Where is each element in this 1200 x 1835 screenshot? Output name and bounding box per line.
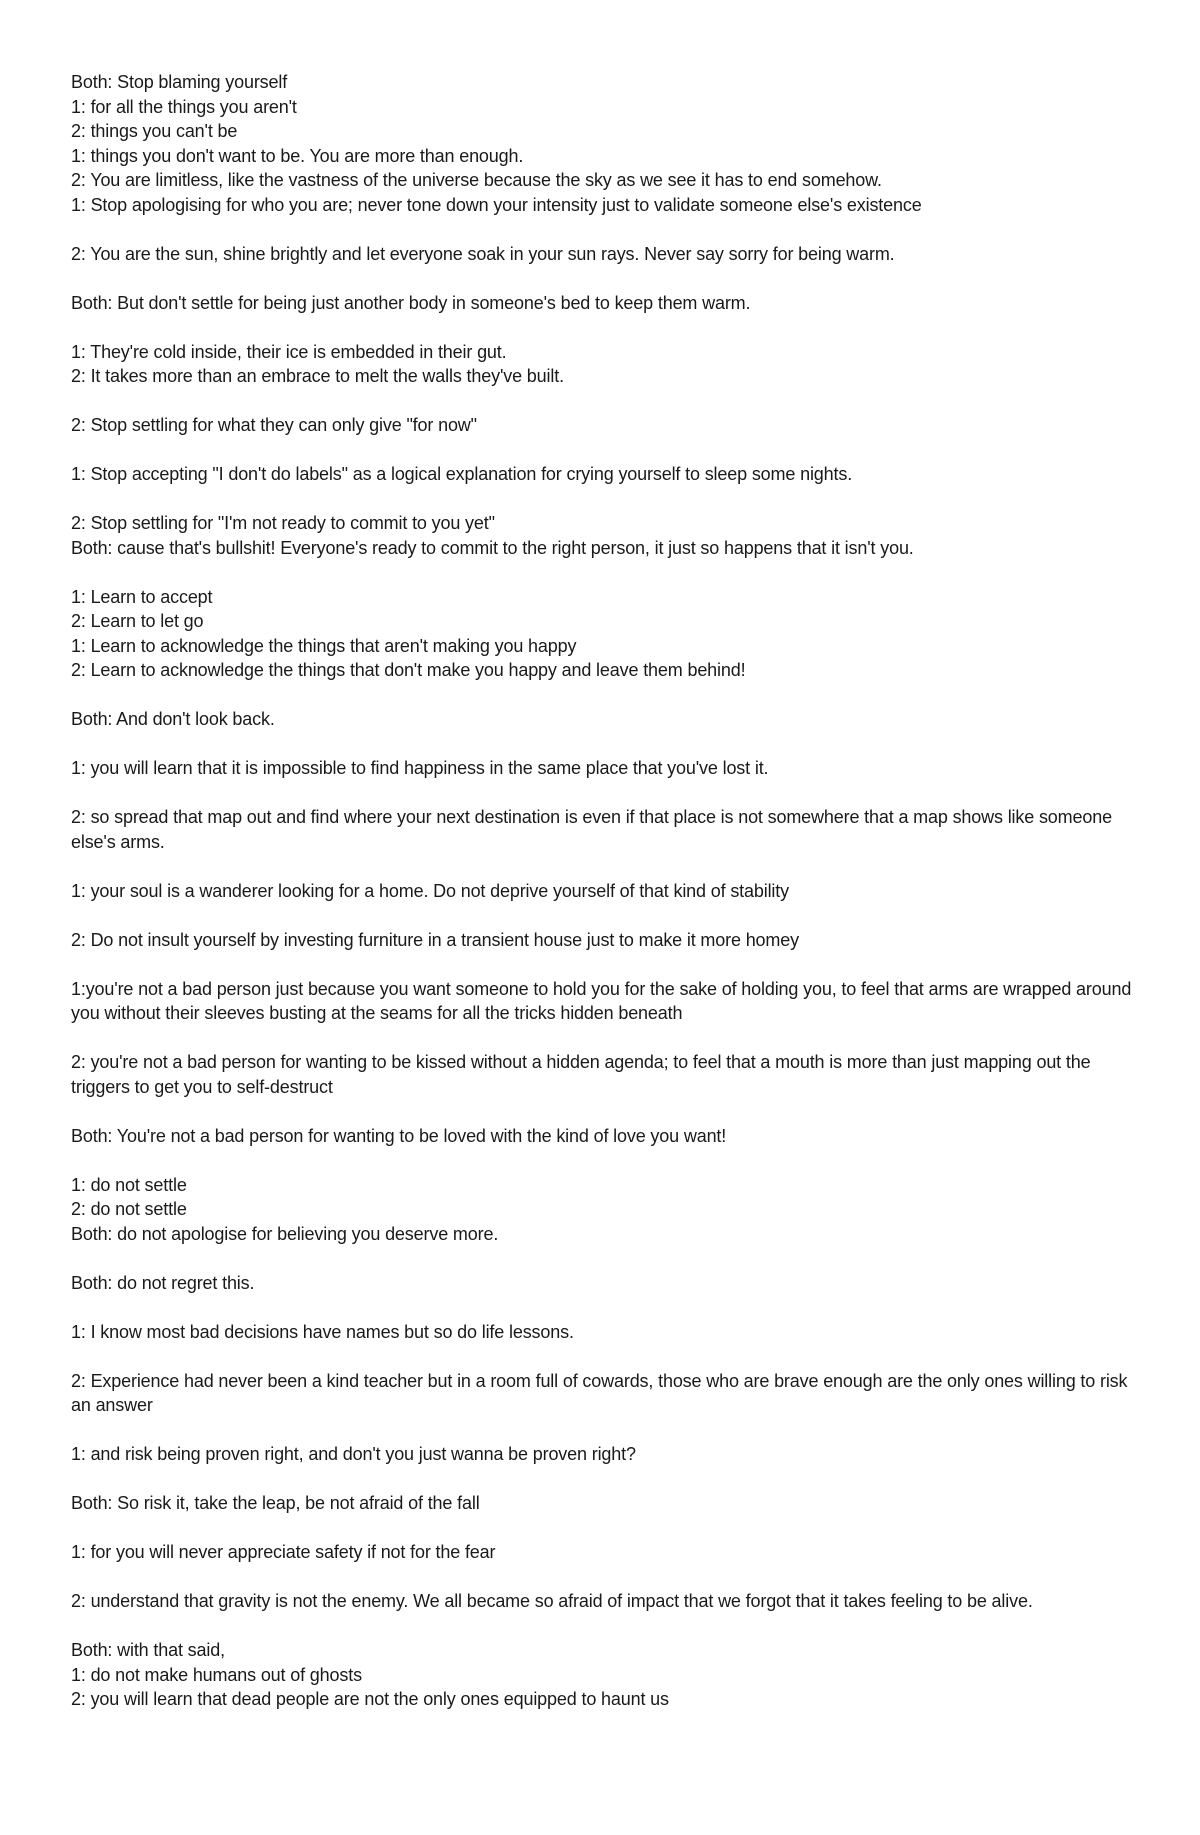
stanza-19 xyxy=(71,1320,1141,1345)
text-line: 1: They're cold inside, their ice is embedded in their gut. xyxy=(71,341,507,362)
stanza-25 xyxy=(71,1638,1141,1712)
stanza-2 xyxy=(71,242,1141,267)
text-line: 2: You are limitless, like the vastness of the universe because the sky as we see it has to end somehow. xyxy=(71,170,882,190)
stanza-16 xyxy=(71,1124,1141,1149)
stanza-23 xyxy=(71,1540,1141,1565)
text-line: 1: Learn to acknowledge the things that aren't making you happy xyxy=(71,635,577,656)
stanza-18 xyxy=(71,1271,1141,1296)
text-line: 2: You are the sun, shine brightly and let everyone soak in your sun rays. Never say sorry for being warm. xyxy=(71,243,895,264)
text-line: 1: you will learn that it is impossible to find happiness in the same place that you've lost it. xyxy=(71,758,769,778)
stanza-20 xyxy=(71,1369,1141,1418)
text-line: 2: you're not a bad person for wanting to be kissed without a hidden agenda; to feel that a mouth is more than just mapping out the triggers to get you to self-destruct xyxy=(71,1052,1091,1097)
text-line: 1: for you will never appreciate safety if not for the fear xyxy=(71,1542,496,1562)
text-line: 1:you're not a bad person just because you want someone to hold you for the sake of holding you, to feel that arms are wrapped around you without their sleeves busting at the seams for all the tricks hidden beneath xyxy=(71,978,1132,1023)
text-line: 2: you will learn that dead people are not the only ones equipped to haunt us xyxy=(71,1689,669,1709)
stanza-6 xyxy=(71,462,1141,487)
text-line: Both: do not apologise for believing you deserve more. xyxy=(71,1223,499,1244)
text-line: 1: do not settle xyxy=(71,1174,187,1195)
stanza-8 xyxy=(71,585,1141,683)
text-line: Both: So risk it, take the leap, be not afraid of the fall xyxy=(71,1493,480,1513)
stanza-14 xyxy=(71,977,1141,1026)
text-line: 2: Learn to let go xyxy=(71,611,204,631)
text-line: Both: cause that's bullshit! Everyone's ready to commit to the right person, it just so happens that it isn't you. xyxy=(71,537,914,558)
text-line: 1: do not make humans out of ghosts xyxy=(71,1664,362,1685)
text-line: 1: Stop apologising for who you are; never tone down your intensity just to validate someone else's existence xyxy=(71,194,922,215)
stanza-12 xyxy=(71,879,1141,904)
text-line: 2: Learn to acknowledge the things that don't make you happy and leave them behind! xyxy=(71,660,746,680)
text-line: 2: things you can't be xyxy=(71,121,238,141)
stanza-24 xyxy=(71,1589,1141,1614)
text-line: 1: Stop accepting "I don't do labels" as a logical explanation for crying yourself to sleep some nights. xyxy=(71,464,853,484)
text-line: 2: so spread that map out and find where your next destination is even if that place is not somewhere that a map shows like someone else's arms. xyxy=(71,807,1112,852)
stanza-4 xyxy=(71,340,1141,389)
stanza-9 xyxy=(71,707,1141,732)
text-line: 2: Experience had never been a kind teacher but in a room full of cowards, those who are brave enough are the only ones willing to risk an answer xyxy=(71,1370,1128,1415)
stanza-22 xyxy=(71,1491,1141,1516)
stanza-7 xyxy=(71,511,1141,560)
text-line: 1: things you don't want to be. You are more than enough. xyxy=(71,145,524,166)
text-line: Both: Stop blaming yourself xyxy=(71,72,288,92)
stanza-17 xyxy=(71,1173,1141,1247)
stanza-3 xyxy=(71,291,1141,316)
text-line: Both: But don't settle for being just another body in someone's bed to keep them warm. xyxy=(71,292,751,313)
text-line: Both: do not regret this. xyxy=(71,1272,255,1293)
text-line: Both: And don't look back. xyxy=(71,709,275,729)
stanza-13 xyxy=(71,928,1141,953)
text-line: 2: understand that gravity is not the enemy. We all became so afraid of impact that we forgot that it takes feeling to be alive. xyxy=(71,1591,1033,1611)
text-line: 1: and risk being proven right, and don't you just wanna be proven right? xyxy=(71,1444,636,1464)
text-line: 2: It takes more than an embrace to melt the walls they've built. xyxy=(71,366,564,386)
text-line: 1: for all the things you aren't xyxy=(71,96,297,117)
text-line: 2: do not settle xyxy=(71,1199,187,1219)
text-line: Both: with that said, xyxy=(71,1640,225,1660)
text-line: 2: Stop settling for "I'm not ready to commit to you yet" xyxy=(71,513,495,533)
text-line: Both: You're not a bad person for wanting to be loved with the kind of love you want! xyxy=(71,1125,727,1146)
stanza-5 xyxy=(71,413,1141,438)
text-line: 1: your soul is a wanderer looking for a home. Do not deprive yourself of that kind of stability xyxy=(71,880,789,901)
stanza-10 xyxy=(71,756,1141,781)
stanza-15 xyxy=(71,1050,1141,1099)
text-line: 2: Stop settling for what they can only give "for now" xyxy=(71,415,477,435)
stanza-1 xyxy=(71,70,1141,217)
document-page xyxy=(71,70,1141,1736)
stanza-21 xyxy=(71,1442,1141,1467)
text-line: 1: Learn to accept xyxy=(71,586,213,607)
text-line: 1: I know most bad decisions have names but so do life lessons. xyxy=(71,1321,574,1342)
stanza-11 xyxy=(71,805,1141,854)
text-line: 2: Do not insult yourself by investing furniture in a transient house just to make it more homey xyxy=(71,929,799,950)
